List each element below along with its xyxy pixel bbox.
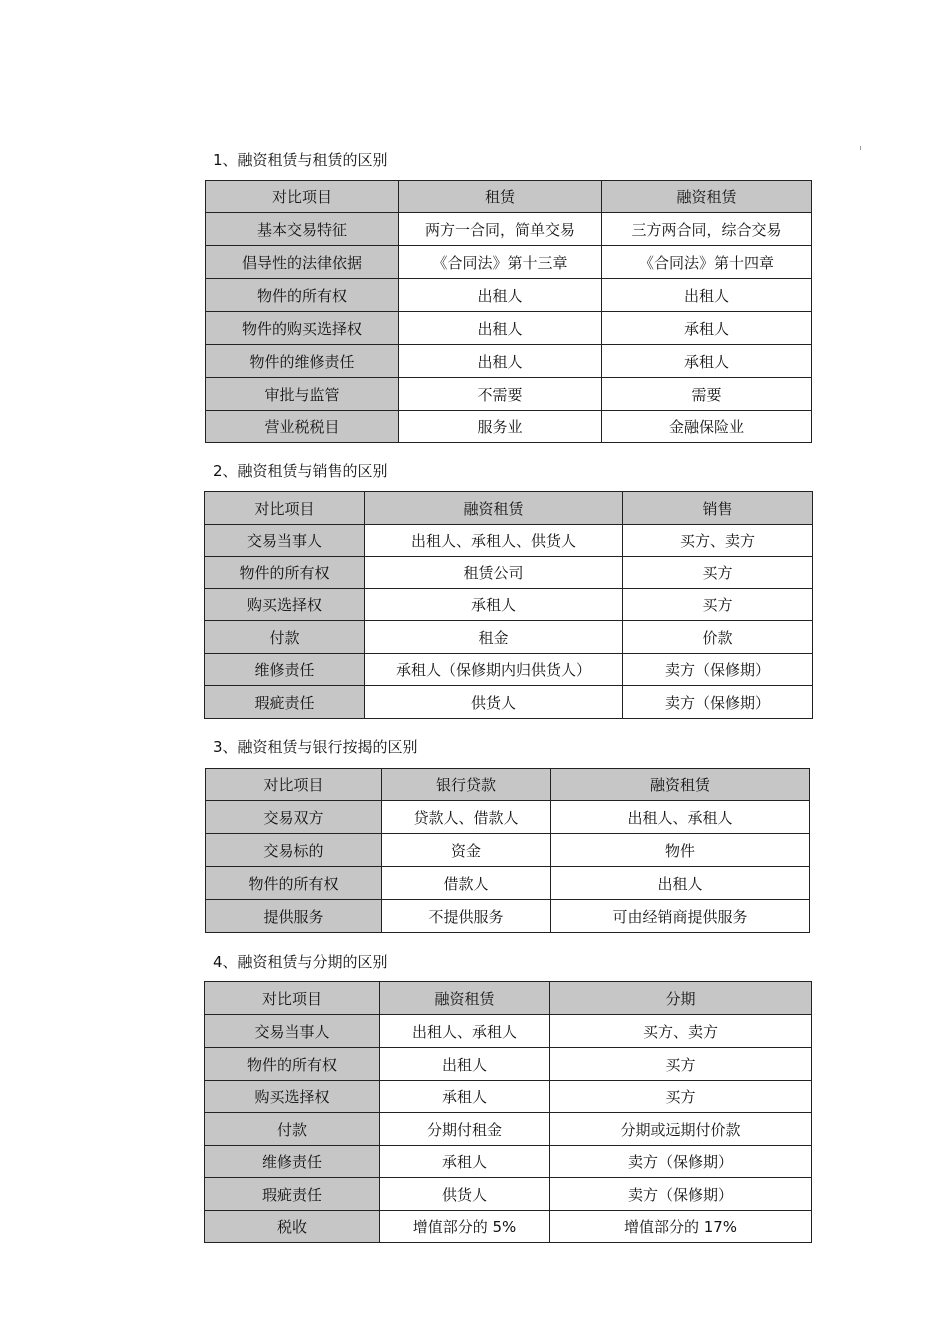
table-cell: 承租人（保修期内归供货人）	[365, 654, 623, 686]
row-label: 付款	[205, 1113, 380, 1146]
table-cell: 两方一合同，简单交易	[399, 213, 602, 246]
section-4-title: 4、融资租赁与分期的区别	[213, 953, 388, 971]
table-cell: 买方	[550, 1048, 812, 1081]
table-header-row	[206, 181, 812, 213]
table-cell: 分期付租金	[380, 1113, 550, 1146]
row-label: 物件的所有权	[205, 557, 365, 589]
table-cell: 承租人	[380, 1146, 550, 1178]
table-cell: 分期或远期付价款	[550, 1113, 812, 1146]
table-cell: 金融保险业	[602, 411, 812, 443]
table-cell: 借款人	[382, 867, 551, 900]
table-cell: 资金	[382, 834, 551, 867]
table-cell: 卖方（保修期）	[623, 686, 813, 719]
table-cell: 买方	[623, 557, 813, 589]
row-label: 物件的维修责任	[206, 345, 399, 378]
table-row	[206, 279, 812, 312]
row-label: 倡导性的法律依据	[206, 246, 399, 279]
table-cell: 出租人、承租人	[551, 801, 810, 834]
row-label: 营业税税目	[206, 411, 399, 443]
header-cell: 对比项目	[206, 181, 399, 213]
table-row	[206, 834, 810, 867]
header-cell: 银行贷款	[382, 769, 551, 801]
row-label: 物件的所有权	[206, 867, 382, 900]
row-label: 购买选择权	[205, 589, 365, 621]
header-cell: 对比项目	[205, 982, 380, 1015]
row-label: 维修责任	[205, 654, 365, 686]
table-cell: 承租人	[602, 345, 812, 378]
row-label: 交易双方	[206, 801, 382, 834]
table-cell: 买方	[550, 1081, 812, 1113]
row-label: 购买选择权	[205, 1081, 380, 1113]
table-row	[206, 246, 812, 279]
header-cell: 融资租赁	[551, 769, 810, 801]
comparison-table-4	[204, 981, 812, 1243]
table-row	[206, 345, 812, 378]
comparison-table-2	[204, 491, 813, 719]
table-row	[205, 686, 813, 719]
table-row	[206, 801, 810, 834]
header-cell: 销售	[623, 492, 813, 525]
row-label: 物件的购买选择权	[206, 312, 399, 345]
table-cell: 租金	[365, 621, 623, 654]
table-cell: 卖方（保修期）	[623, 654, 813, 686]
table-row	[205, 654, 813, 686]
table-cell: 增值部分的 17%	[550, 1211, 812, 1243]
table-cell: 卖方（保修期）	[550, 1146, 812, 1178]
row-label: 瑕疵责任	[205, 1178, 380, 1211]
table-row	[205, 557, 813, 589]
table-cell: 可由经销商提供服务	[551, 900, 810, 933]
table-cell: 贷款人、借款人	[382, 801, 551, 834]
table-row	[206, 312, 812, 345]
section-3-title: 3、融资租赁与银行按揭的区别	[213, 738, 418, 756]
row-label: 交易当事人	[205, 525, 365, 557]
section-2-title: 2、融资租赁与销售的区别	[213, 462, 388, 480]
table-cell: 买方、卖方	[550, 1015, 812, 1048]
table-cell: 不需要	[399, 378, 602, 411]
row-label: 瑕疵责任	[205, 686, 365, 719]
header-cell: 融资租赁	[602, 181, 812, 213]
table-row	[205, 1211, 812, 1243]
table-cell: 出租人	[602, 279, 812, 312]
table-row	[206, 900, 810, 933]
table-cell: 出租人	[380, 1048, 550, 1081]
table-row	[206, 411, 812, 443]
table-cell: 出租人	[399, 312, 602, 345]
header-cell: 融资租赁	[365, 492, 623, 525]
table-cell: 不提供服务	[382, 900, 551, 933]
table-cell: 承租人	[602, 312, 812, 345]
table-header-row	[205, 492, 813, 525]
table-row	[205, 589, 813, 621]
header-cell: 租赁	[399, 181, 602, 213]
table-cell: 《合同法》第十四章	[602, 246, 812, 279]
table-cell: 买方、卖方	[623, 525, 813, 557]
comparison-table-1	[205, 180, 812, 443]
row-label: 审批与监管	[206, 378, 399, 411]
table-cell: 买方	[623, 589, 813, 621]
table-cell: 出租人、承租人	[380, 1015, 550, 1048]
table-row	[205, 1113, 812, 1146]
row-label: 交易当事人	[205, 1015, 380, 1048]
table-row	[206, 213, 812, 246]
row-label: 提供服务	[206, 900, 382, 933]
header-cell: 分期	[550, 982, 812, 1015]
table-cell: 出租人	[399, 345, 602, 378]
table-cell: 《合同法》第十三章	[399, 246, 602, 279]
page-edge-mark	[860, 146, 861, 150]
table-row	[205, 621, 813, 654]
table-row	[206, 867, 810, 900]
table-header-row	[206, 769, 810, 801]
table-cell: 承租人	[380, 1081, 550, 1113]
table-row	[205, 1146, 812, 1178]
header-cell: 对比项目	[205, 492, 365, 525]
table-header-row	[205, 982, 812, 1015]
row-label: 物件的所有权	[206, 279, 399, 312]
table-row	[205, 525, 813, 557]
row-label: 税收	[205, 1211, 380, 1243]
table-row	[205, 1048, 812, 1081]
table-row	[205, 1178, 812, 1211]
table-row	[205, 1081, 812, 1113]
table-cell: 卖方（保修期）	[550, 1178, 812, 1211]
header-cell: 融资租赁	[380, 982, 550, 1015]
table-cell: 租赁公司	[365, 557, 623, 589]
comparison-table-3	[205, 768, 810, 933]
row-label: 维修责任	[205, 1146, 380, 1178]
table-cell: 价款	[623, 621, 813, 654]
header-cell: 对比项目	[206, 769, 382, 801]
row-label: 基本交易特征	[206, 213, 399, 246]
row-label: 物件的所有权	[205, 1048, 380, 1081]
table-cell: 需要	[602, 378, 812, 411]
row-label: 付款	[205, 621, 365, 654]
table-cell: 承租人	[365, 589, 623, 621]
table-cell: 供货人	[380, 1178, 550, 1211]
table-cell: 出租人	[551, 867, 810, 900]
table-row	[206, 378, 812, 411]
section-1-title: 1、融资租赁与租赁的区别	[213, 151, 388, 169]
table-cell: 三方两合同，综合交易	[602, 213, 812, 246]
table-cell: 出租人	[399, 279, 602, 312]
table-cell: 物件	[551, 834, 810, 867]
table-row	[205, 1015, 812, 1048]
table-cell: 供货人	[365, 686, 623, 719]
table-cell: 出租人、承租人、供货人	[365, 525, 623, 557]
row-label: 交易标的	[206, 834, 382, 867]
table-cell: 增值部分的 5%	[380, 1211, 550, 1243]
table-cell: 服务业	[399, 411, 602, 443]
